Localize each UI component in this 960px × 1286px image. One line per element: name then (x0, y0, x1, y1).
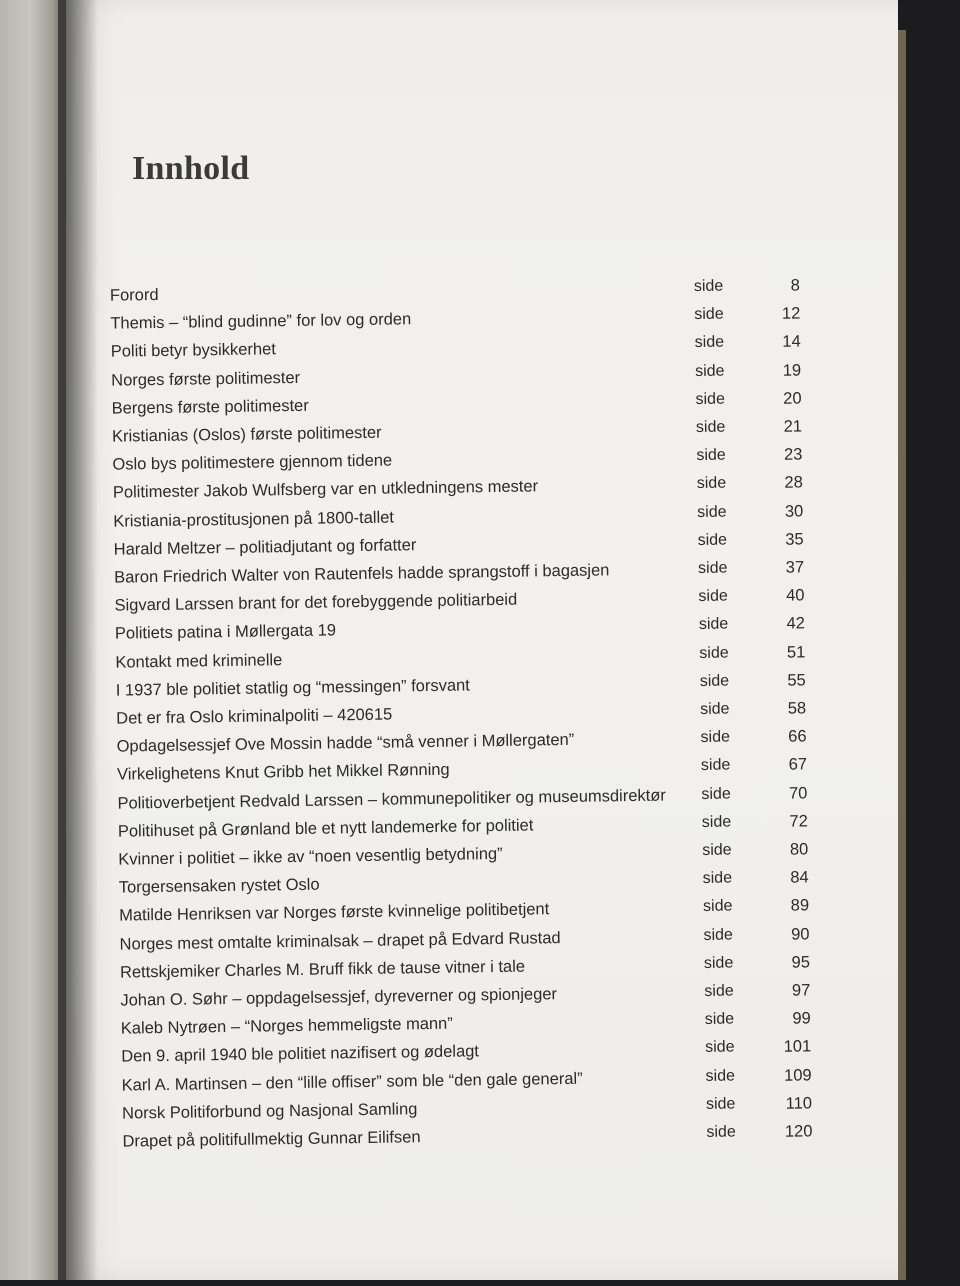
toc-entry-side-label: side (695, 362, 725, 380)
toc-entry-side-label: side (694, 333, 725, 352)
toc-entry-page-number: 55 (787, 671, 806, 690)
toc-entry-page-number: 58 (787, 699, 807, 718)
toc-entry-side-label: side (697, 503, 727, 521)
toc-entry-side-label: side (693, 277, 724, 296)
toc-entry-side-label: side (696, 474, 727, 493)
toc-entry-title: Kristiania-prostitusjonen på 1800-tallet (113, 508, 395, 531)
toc-entry-title: Det er fra Oslo kriminalpoliti – 420615 (116, 705, 393, 728)
toc-entry-page-number: 35 (785, 530, 804, 549)
toc-entry-title: Matilde Henriksen var Norges første kvinnelige politibetjent (119, 900, 550, 926)
toc-entry-title: Sigvard Larssen brant for det forebyggende politiarbeid (114, 590, 518, 615)
toc-entry-page-number: 97 (791, 981, 811, 1000)
toc-entry-title: Politioverbetjent Redvald Larssen – kommunepolitiker og museumsdirektør (117, 786, 666, 813)
toc-entry-title: Rettskjemiker Charles M. Bruff fikk de tause vitner i tale (119, 957, 526, 982)
left-page-edge (0, 0, 66, 1280)
toc-entry-page-number: 40 (785, 586, 805, 605)
toc-entry-page-number: 28 (784, 473, 803, 493)
book-page (66, 0, 898, 1280)
toc-entry-page-number: 89 (790, 896, 810, 916)
toc-entry-page-number: 95 (791, 953, 811, 972)
toc-entry (122, 1119, 812, 1153)
toc-entry-side-label: side (695, 390, 726, 408)
toc-entry-title: Opdagelsessjef Ove Mossin hadde “små venner i Møllergaten” (116, 731, 575, 756)
toc-entry-page-number: 70 (788, 783, 808, 803)
toc-entry-page-number: 101 (783, 1037, 812, 1057)
toc-entry-side-label: side (701, 813, 732, 831)
toc-entry-page-number: 51 (786, 643, 806, 662)
toc-entry-side-label: side (705, 1067, 736, 1085)
toc-entry-title: Kvinner i politiet – ikke av “noen vesentlig betydning” (118, 844, 503, 869)
toc-entry-title: Kristianias (Oslos) første politimester (111, 423, 382, 446)
toc-entry-page-number: 80 (789, 840, 809, 859)
toc-entry-side-label: side (700, 700, 730, 718)
toc-entry-page-number: 72 (789, 812, 808, 831)
toc-entry-side-label: side (701, 785, 731, 803)
toc-entry-page-number: 66 (788, 727, 807, 746)
toc-entry-page-number: 120 (784, 1122, 813, 1141)
toc-entry-title: Politimester Jakob Wulfsberg var en utkledningens mester (112, 477, 539, 503)
toc-entry-title: Oslo bys politimestere gjennom tidene (112, 451, 393, 474)
toc-entry-title: Politi betyr bysikkerhet (110, 340, 276, 362)
toc-entry-page-number: 84 (790, 868, 809, 887)
toc-entry-page-number: 12 (781, 304, 801, 323)
toc-entry-title: Politihuset på Grønland ble et nytt landemerke for politiet (117, 816, 534, 841)
toc-entry-side-label: side (702, 897, 733, 916)
toc-entry-side-label: side (705, 1095, 736, 1113)
toc-entry-title: Kontakt med kriminelle (115, 650, 283, 672)
toc-entry-side-label: side (706, 1123, 736, 1141)
toc-entry-side-label: side (700, 728, 731, 747)
toc-entry-page-number: 99 (792, 1009, 811, 1028)
toc-entry-title: Drapet på politifullmektig Gunnar Eilifsen (122, 1128, 421, 1151)
toc-entry-side-label: side (705, 1038, 735, 1057)
toc-entry-page-number: 42 (786, 614, 806, 634)
toc-entry-page-number: 20 (783, 389, 802, 408)
toc-entry-side-label: side (702, 841, 732, 859)
toc-entry-side-label: side (695, 418, 726, 437)
toc-entry-side-label: side (700, 756, 731, 775)
toc-entry-side-label: side (698, 615, 729, 634)
toc-entry-page-number: 21 (783, 417, 803, 436)
toc-entry-side-label: side (704, 1010, 735, 1029)
toc-entry-side-label: side (703, 926, 733, 944)
toc-entry-title: I 1937 ble politiet statlig og “messingen” forsvant (115, 676, 470, 700)
toc-entry-title: Harald Meltzer – politiadjutant og forfatter (113, 535, 417, 559)
toc-entry-title: Themis – “blind gudinne” for lov og orden (110, 310, 412, 333)
toc-entry-title: Forord (109, 285, 159, 305)
toc-entry-side-label: side (699, 644, 729, 662)
toc-entry-side-label: side (703, 954, 734, 972)
toc-entry-page-number: 110 (785, 1094, 813, 1113)
toc-entry-title: Johan O. Søhr – oppdagelsessjef, dyreverner og spionjeger (120, 985, 558, 1010)
toc-entry-page-number: 8 (790, 276, 801, 295)
toc-entry-side-label: side (704, 982, 734, 1000)
toc-entry-title: Norges mest omtalte kriminalsak – drapet på Edvard Rustad (119, 928, 561, 954)
page-title: Innhold (132, 150, 250, 187)
spine-shadow (58, 0, 98, 1280)
toc-entry-page-number: 37 (785, 558, 805, 577)
toc-entry-side-label: side (696, 446, 726, 465)
toc-entry-title: Torgersensaken rystet Oslo (118, 875, 320, 897)
toc-entry-title: Virkelighetens Knut Gribb het Mikkel Rønning (116, 761, 450, 785)
toc-entry-side-label: side (697, 531, 728, 549)
table-of-contents (56, 0, 907, 1286)
toc-entry-title: Bergens første politimester (111, 396, 309, 418)
toc-entry-title: Norges første politimester (111, 368, 301, 390)
toc-entry-page-number: 23 (783, 445, 803, 464)
toc-entry-title: Kaleb Nytrøen – “Norges hemmeligste mann” (120, 1014, 453, 1038)
toc-entry-title: Karl A. Martinsen – den “lille offiser” som ble “den gale general” (121, 1069, 583, 1095)
toc-entry-page-number: 30 (784, 502, 804, 521)
toc-entry-page-number: 67 (788, 755, 808, 775)
toc-entry-title: Norsk Politiforbund og Nasjonal Samling (121, 1100, 418, 1123)
toc-entry-side-label: side (699, 672, 730, 690)
toc-entry-page-number: 14 (782, 332, 801, 352)
toc-entry-page-number: 90 (791, 924, 810, 944)
toc-entry-side-label: side (702, 869, 733, 888)
toc-entry-side-label: side (694, 305, 724, 324)
toc-entry-page-number: 19 (782, 361, 802, 380)
toc-entry-side-label: side (698, 587, 728, 606)
toc-entry-side-label: side (697, 559, 728, 577)
toc-entry-title: Politiets patina i Møllergata 19 (114, 621, 337, 644)
toc-entry-title: Den 9. april 1940 ble politiet nazifisert og ødelagt (121, 1042, 480, 1066)
toc-entry-page-number: 109 (783, 1065, 812, 1085)
toc-entry-title: Baron Friedrich Walter von Rautenfels hadde sprangstoff i bagasjen (114, 561, 610, 587)
